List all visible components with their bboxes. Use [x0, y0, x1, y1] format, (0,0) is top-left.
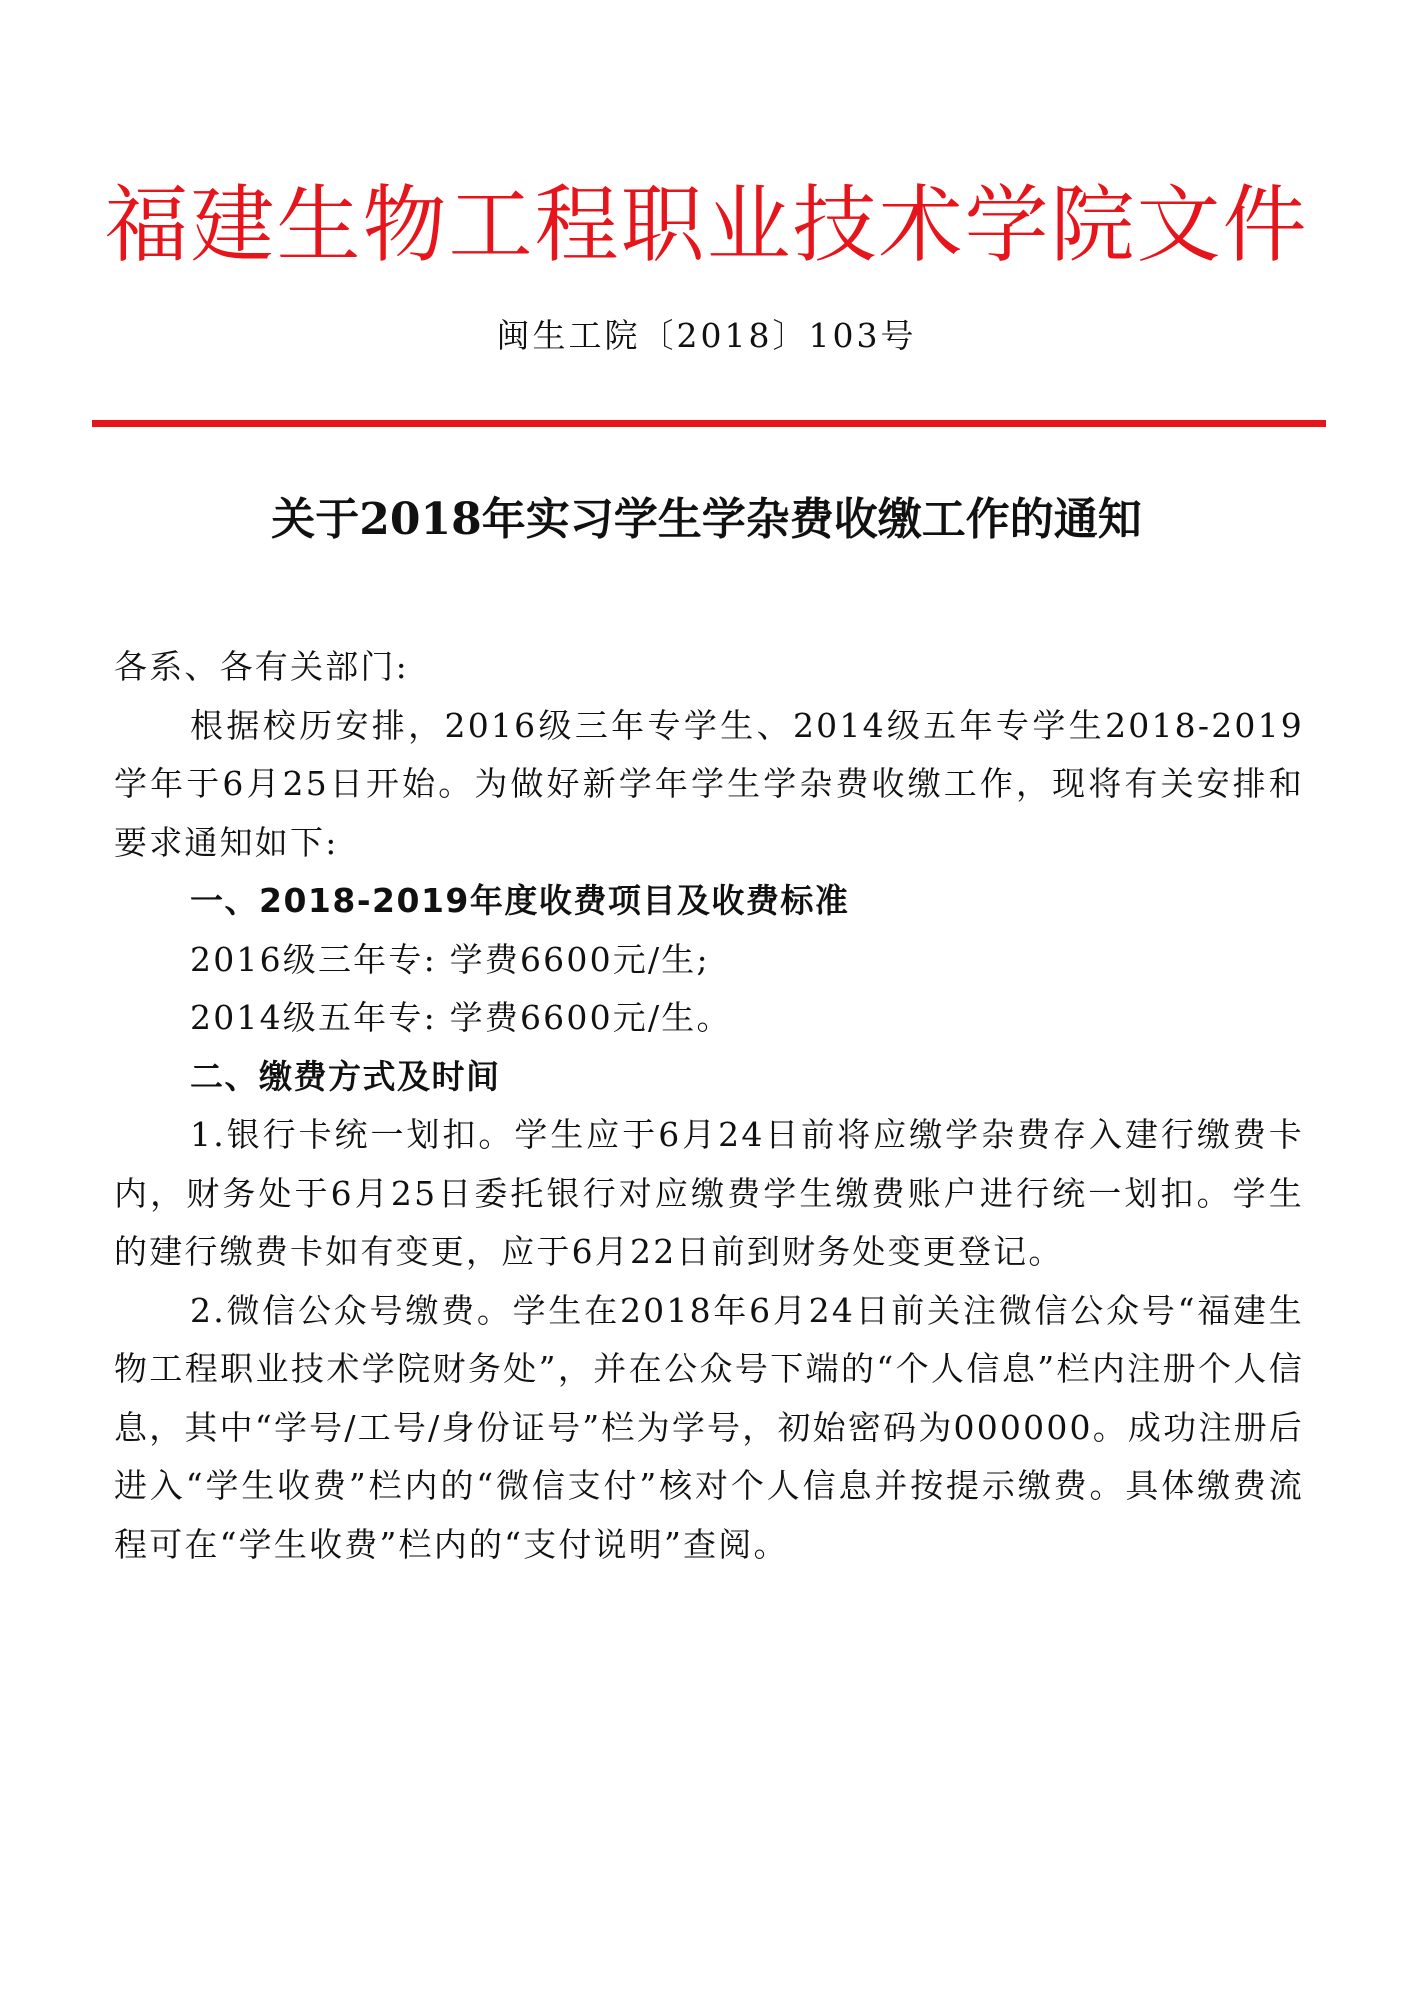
document-header-title: 福建生物工程职业技术学院文件: [104, 176, 1309, 274]
intro-paragraph: 根据校历安排，2016级三年专学生、2014级五年专学生2018-2019学年于6月25日开始。为做好新学年学生学杂费收缴工作，现将有关安排和要求通知如下:: [114, 705, 1304, 862]
payment-method-paragraph: 2.微信公众号缴费。学生在2018年6月24日前关注微信公众号“福建生物工程职业技术学院财务处”，并在公众号下端的“个人信息”栏内注册个人信息，其中“学号/工号/身份证号”栏为学号，初始密码为000000。成功注册后进入“学生收费”栏内的“微信支付”核对个人信息并按提示缴费。具体缴费流程可在“学生收费”栏内的“支付说明”查阅。: [114, 1290, 1304, 1564]
notice-title: 关于2018年实习学生学杂费收缴工作的通知: [271, 494, 1142, 545]
section-heading-payment: 二、缴费方式及时间: [190, 1056, 501, 1096]
fee-item: 2014级五年专: 学费6600元/生。: [190, 998, 732, 1037]
fee-item: 2016级三年专: 学费6600元/生;: [190, 939, 710, 979]
red-divider-line: [92, 420, 1326, 427]
document-number: 闽生工院〔2018〕103号: [496, 316, 917, 355]
section-heading-fees: 一、2018-2019年度收费项目及收费标准: [190, 881, 850, 920]
notice-body: [114, 638, 1304, 1574]
salutation: 各系、各有关部门:: [114, 647, 409, 686]
payment-method-paragraph: 1.银行卡统一划扣。学生应于6月24日前将应缴学杂费存入建行缴费卡内，财务处于6月25日委托银行对应缴费学生缴费账户进行统一划扣。学生的建行缴费卡如有变更，应于6月22日前到财务处变更登记。: [114, 1115, 1304, 1271]
